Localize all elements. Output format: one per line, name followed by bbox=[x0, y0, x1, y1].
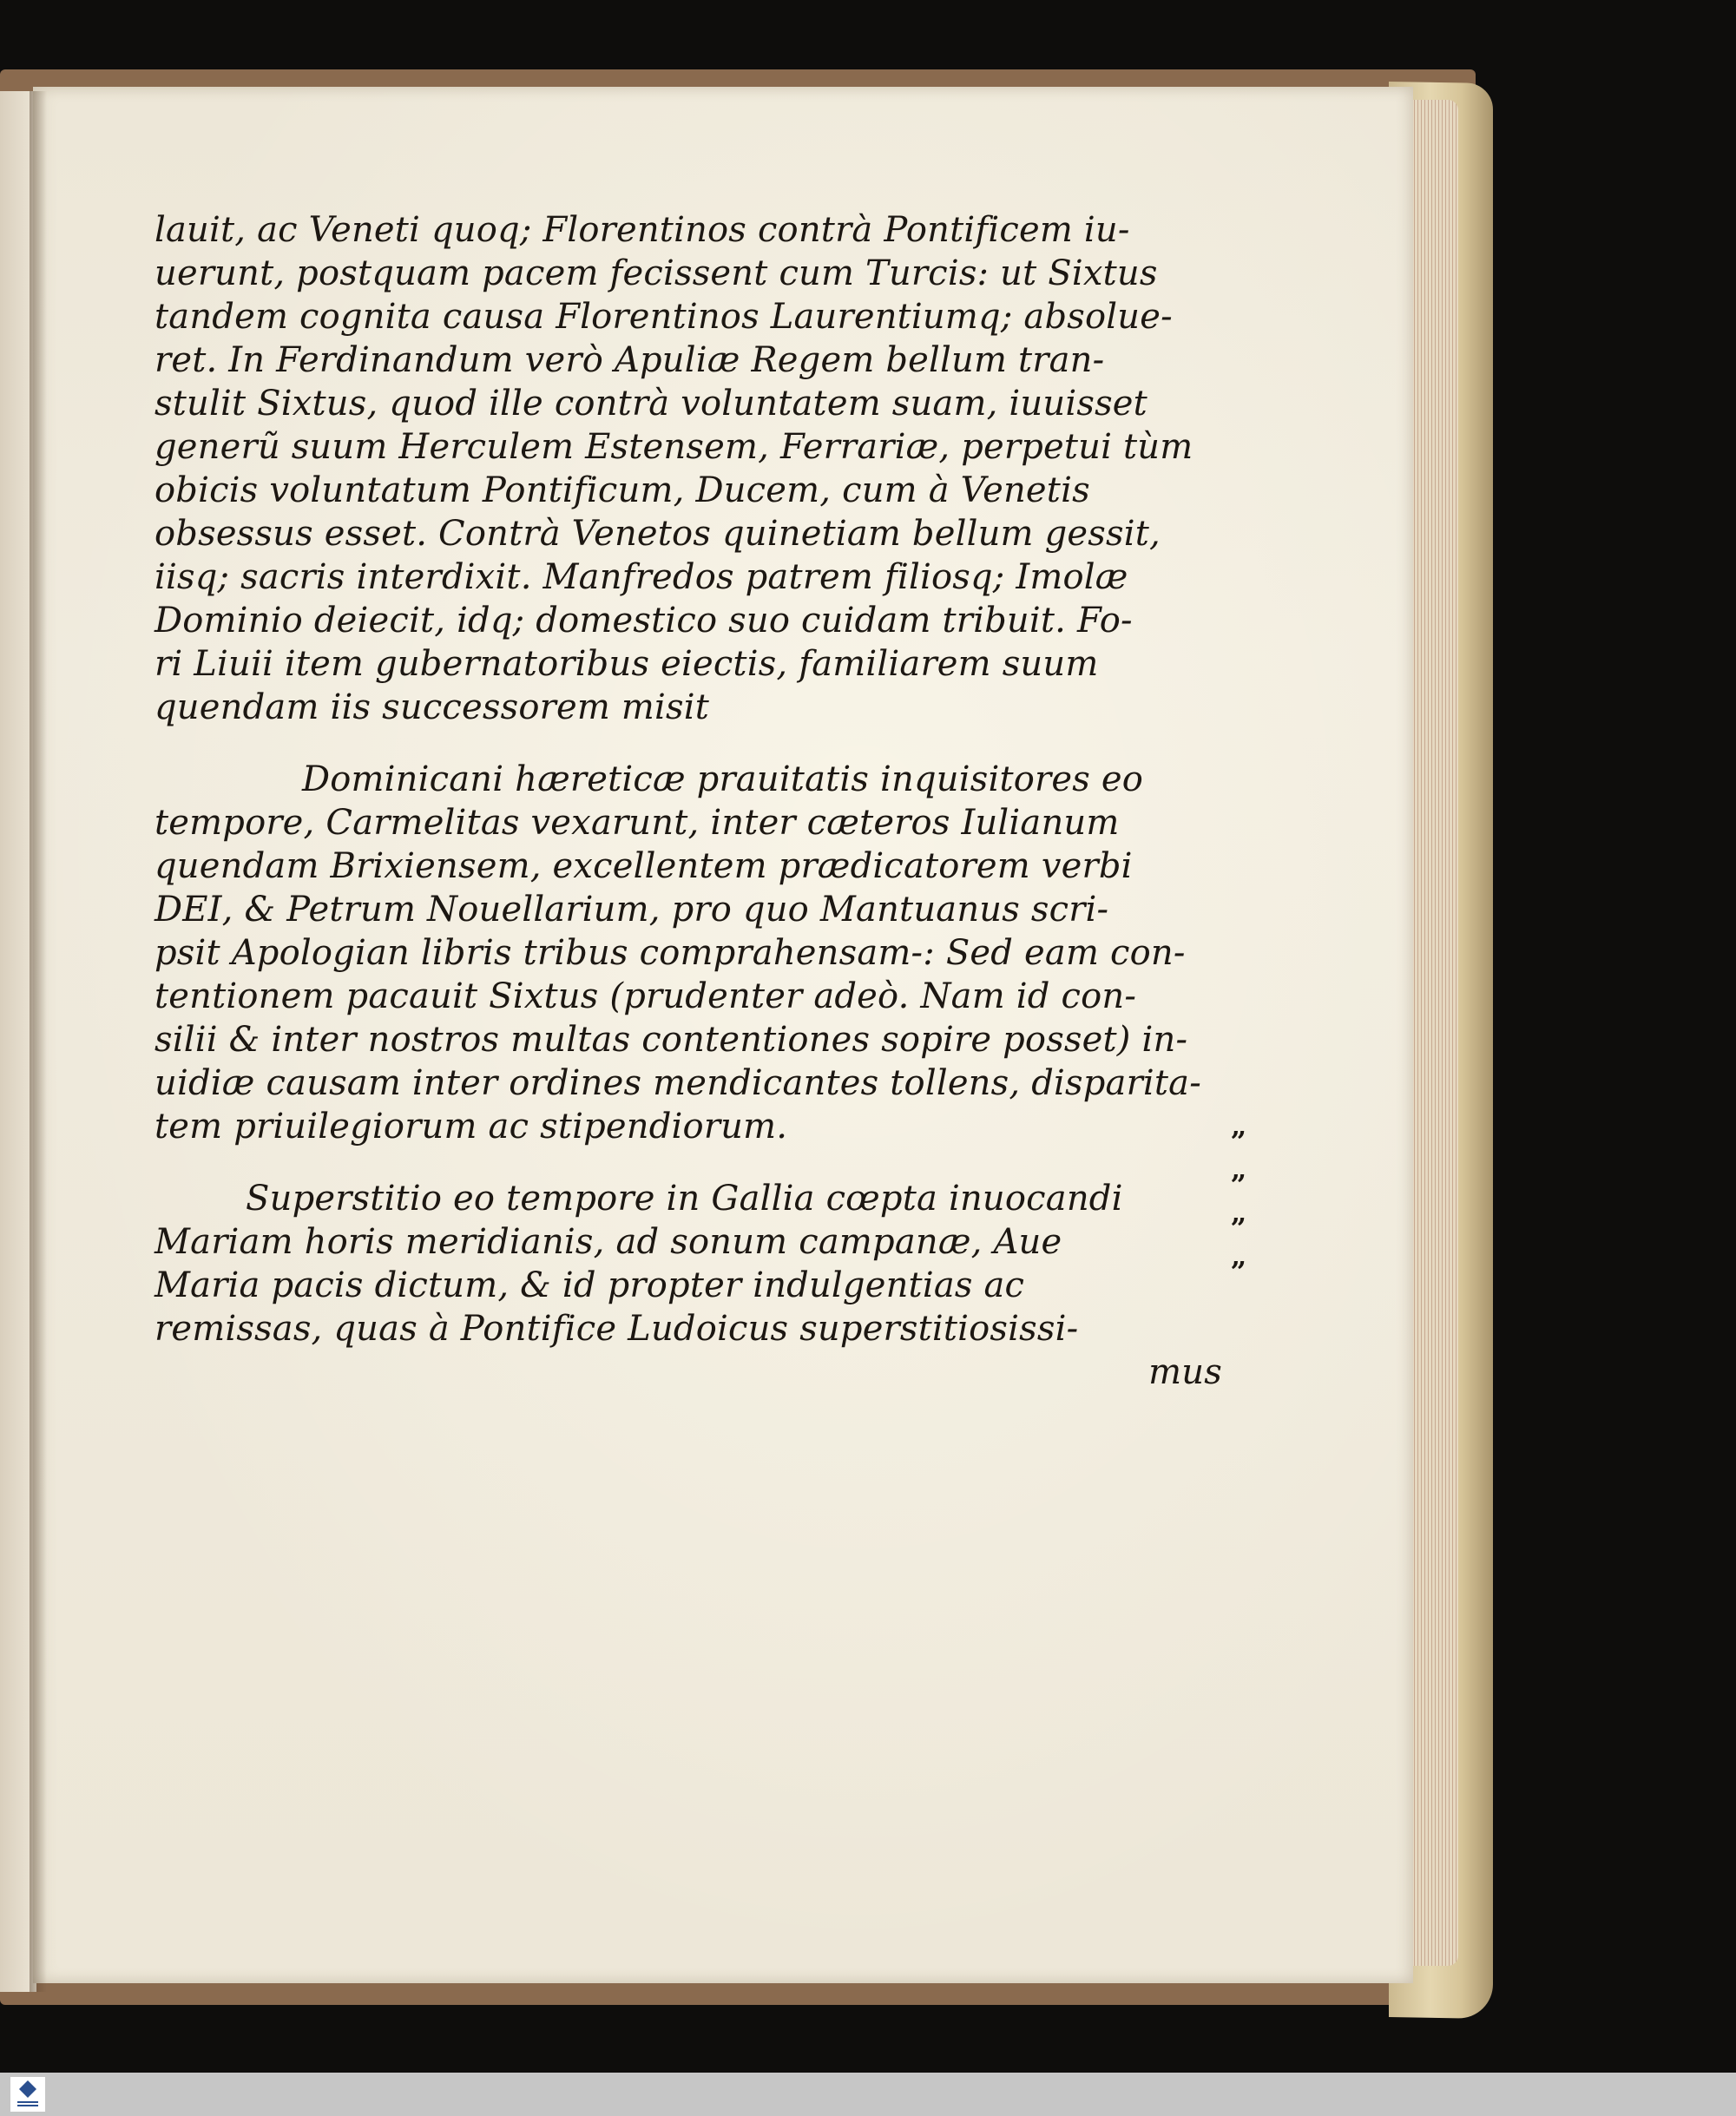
margin-quote-mark: „ bbox=[1231, 1153, 1247, 1186]
text-line: tem priuilegiorum ac stipendiorum. bbox=[155, 1107, 788, 1147]
text-line: remissas, quas à Pontifice Ludoicus superstitiosissi- bbox=[155, 1309, 1079, 1349]
text-line: ri Liuii item gubernatoribus eiectis, familiarem suum bbox=[155, 644, 1099, 684]
library-logo-icon bbox=[10, 2077, 45, 2112]
text-line: uidiæ causam inter ordines mendicantes tollens, disparita- bbox=[155, 1063, 1201, 1103]
text-line: generũ suum Herculem Estensem, Ferrariæ, perpetui tùm bbox=[155, 427, 1194, 467]
text-line: tandem cognita causa Florentinos Laurentiumq; absolue- bbox=[155, 297, 1173, 337]
text-line: iisq; sacris interdixit. Manfredos patrem filiosq; Imolæ bbox=[155, 557, 1128, 597]
paragraph-first-line: Dominicani hæreticæ prauitatis inquisitores eo bbox=[302, 759, 1144, 799]
text-line: Mariam horis meridianis, ad sonum campanæ, Aue bbox=[155, 1222, 1062, 1262]
text-line: ret. In Ferdinandum verò Apuliæ Regem bellum tran- bbox=[155, 340, 1105, 380]
text-line: tempore, Carmelitas vexarunt, inter cæteros Iulianum bbox=[155, 803, 1120, 843]
text-line: psit Apologian libris tribus comprahensam-: Sed eam con- bbox=[155, 933, 1186, 973]
viewer-footer-bar bbox=[0, 2073, 1736, 2116]
spine-shadow bbox=[30, 91, 47, 1992]
margin-quote-mark: „ bbox=[1231, 1239, 1247, 1272]
text-line: uerunt, postquam pacem fecissent cum Turcis: ut Sixtus bbox=[155, 253, 1158, 293]
page-text bbox=[155, 208, 1222, 1394]
catchword: mus bbox=[1148, 1352, 1222, 1392]
text-line: DEI, & Petrum Nouellarium, pro quo Mantuanus scri- bbox=[155, 890, 1109, 930]
text-line: lauit, ac Veneti quoq; Florentinos contrà Pontificem iu- bbox=[155, 210, 1130, 250]
text-line: obicis voluntatum Pontificum, Ducem, cum à Venetis bbox=[155, 470, 1090, 510]
text-line: tentionem pacauit Sixtus (prudenter adeò. Nam id con- bbox=[155, 976, 1137, 1016]
text-line: Dominio deiecit, idq; domestico suo cuidam tribuit. Fo- bbox=[155, 601, 1133, 641]
text-line: stulit Sixtus, quod ille contrà voluntatem suam, iuuisset bbox=[155, 384, 1147, 424]
text-line: silii & inter nostros multas contentiones sopire posset) in- bbox=[155, 1020, 1188, 1060]
text-line: Maria pacis dictum, & id propter indulgentias ac bbox=[155, 1265, 1025, 1305]
margin-quote-mark: „ bbox=[1231, 1109, 1247, 1142]
book-page bbox=[33, 87, 1413, 1983]
text-line: obsessus esset. Contrà Venetos quinetiam bellum gessit, bbox=[155, 514, 1161, 554]
paragraph-first-line: Superstitio eo tempore in Gallia cœpta inuocandi bbox=[246, 1179, 1123, 1219]
text-line: quendam Brixiensem, excellentem prædicatorem verbi bbox=[155, 846, 1133, 886]
margin-quote-mark: „ bbox=[1231, 1196, 1247, 1229]
text-line: quendam iis successorem misit bbox=[155, 687, 709, 727]
